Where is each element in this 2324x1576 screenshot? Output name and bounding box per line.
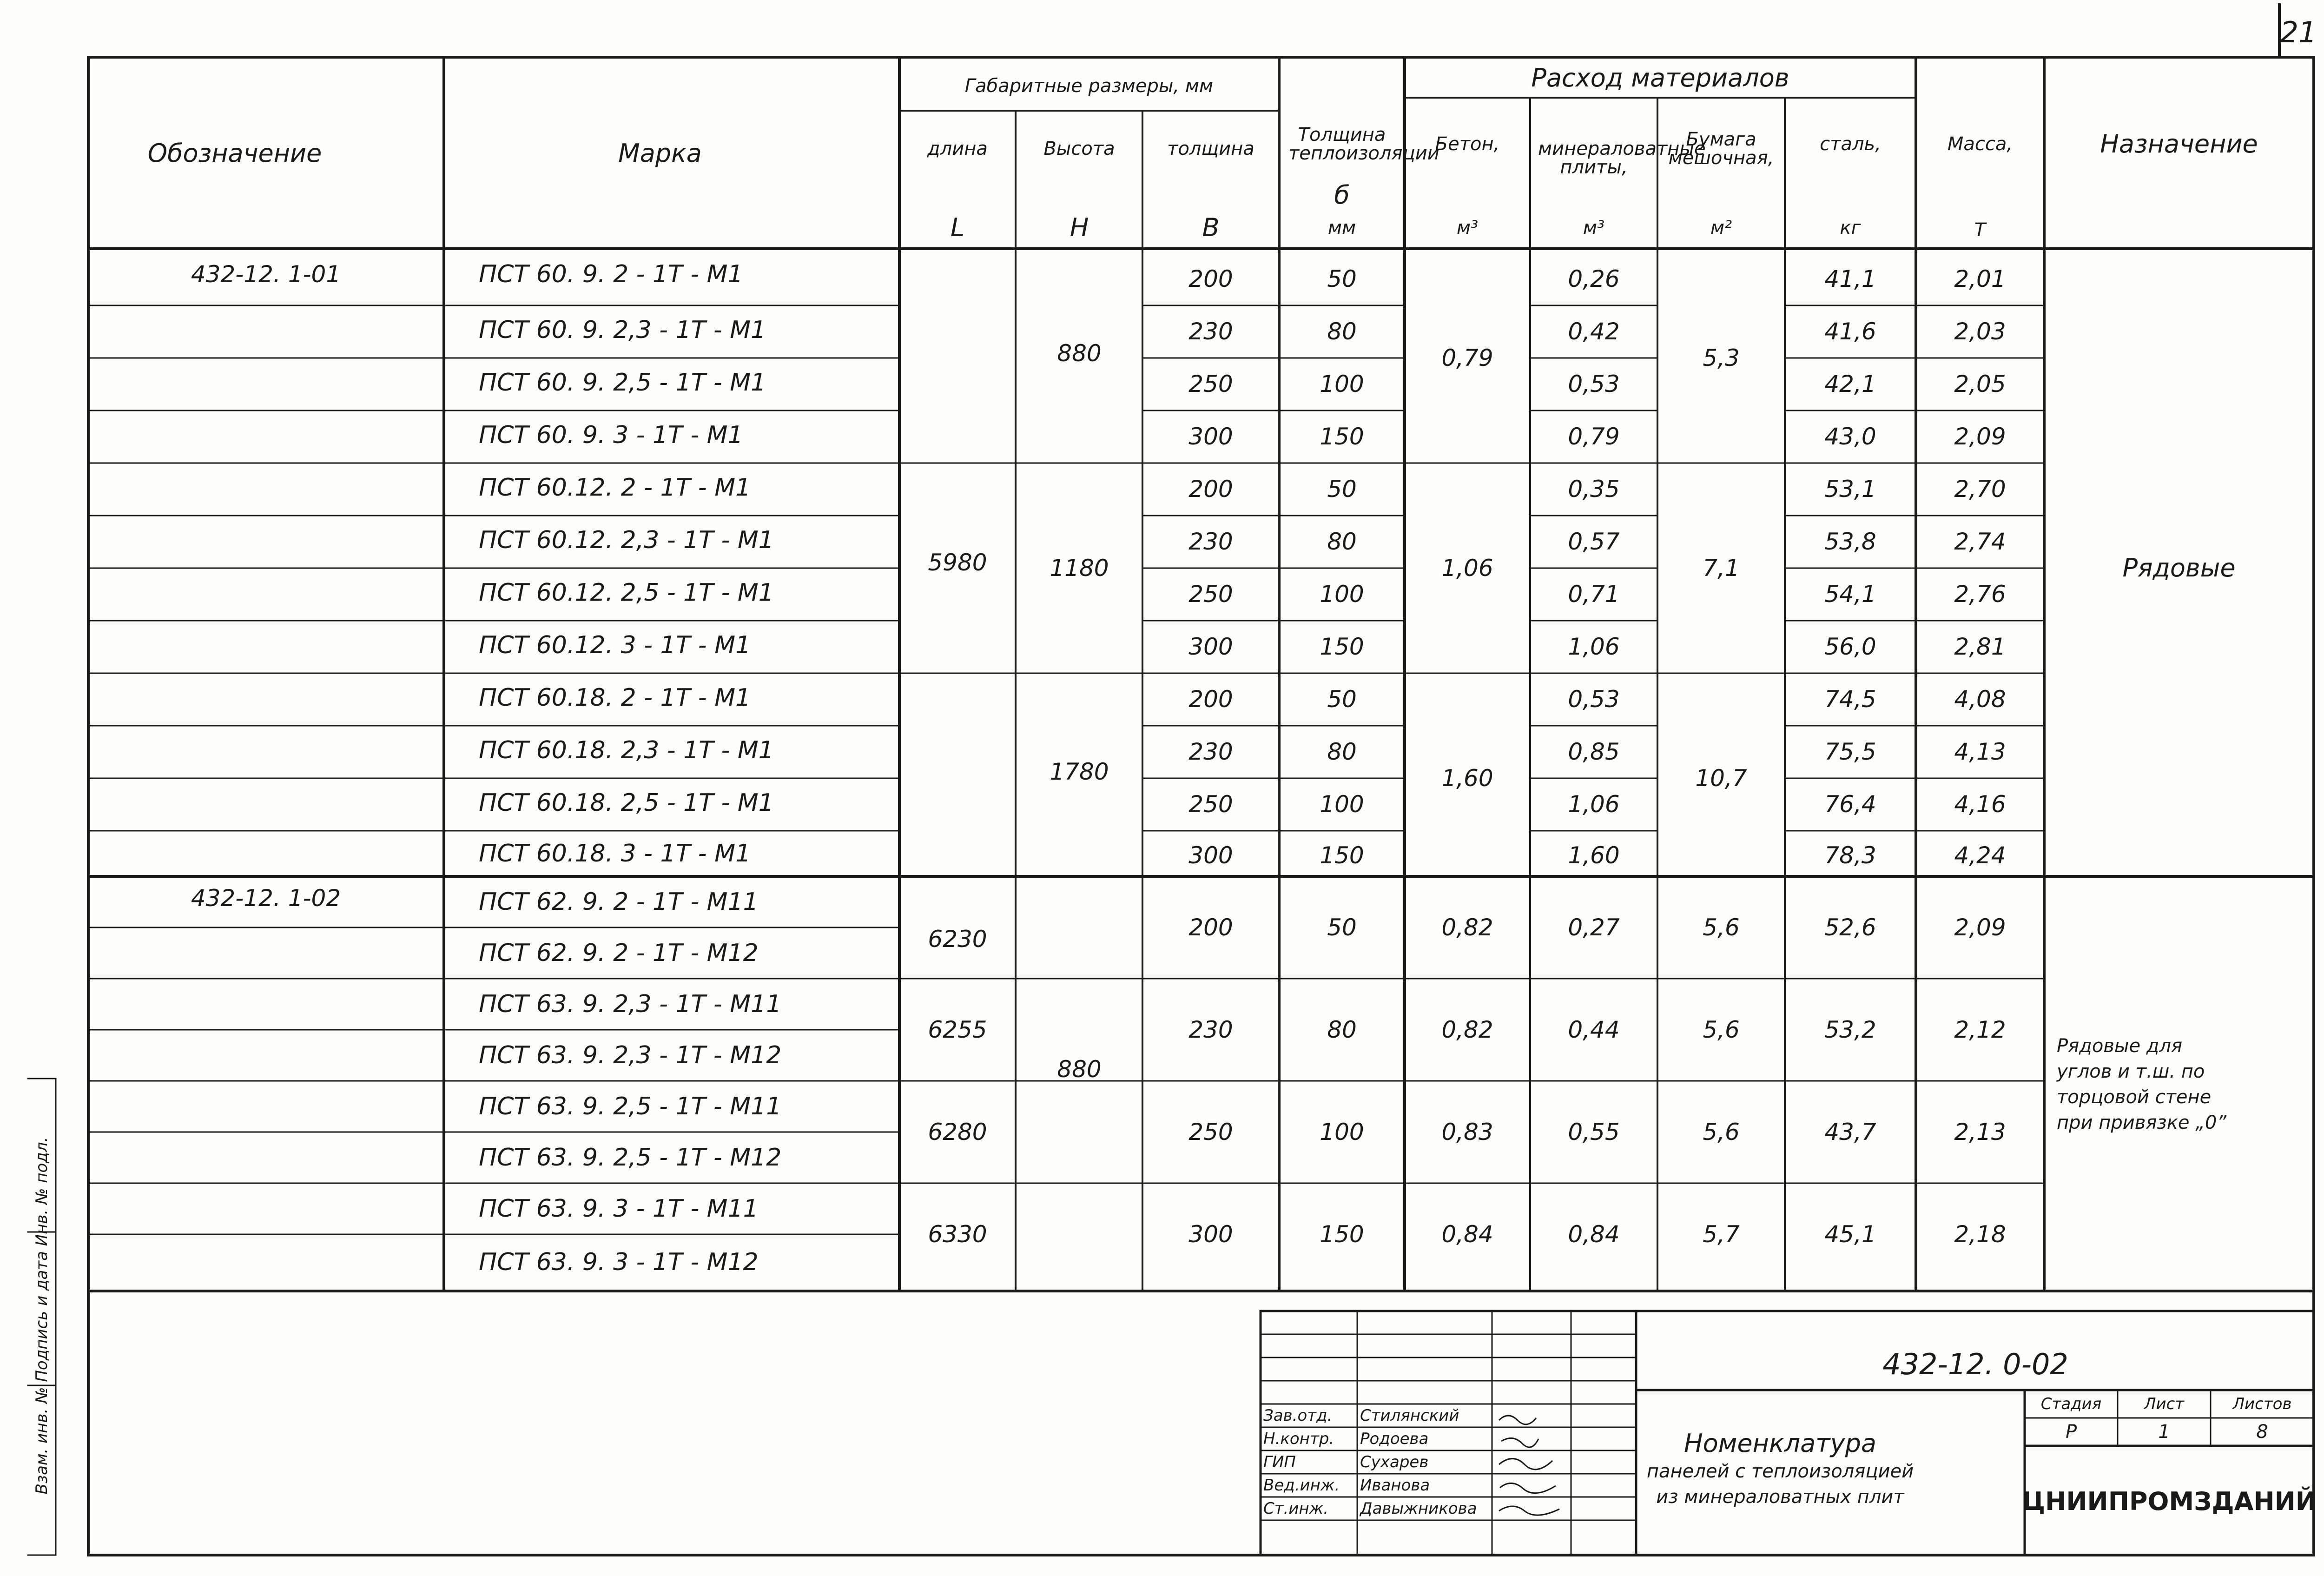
table-row-6-mark: ПСТ 60.12. 2,3 - 1Т - М1 bbox=[479, 526, 774, 554]
table-row-1-mark: ПСТ 60. 9. 2 - 1Т - М1 bbox=[479, 260, 743, 288]
header-thickness-symbol: B bbox=[1202, 213, 1220, 242]
header-mineral: минераловатные плиты, bbox=[1538, 138, 1706, 178]
group2-row-4-mass: 2,18 bbox=[1954, 1221, 2006, 1248]
table-row-2-insulation: 80 bbox=[1327, 318, 1357, 345]
drawing-title-line-3: из минераловатных плит bbox=[1656, 1486, 1904, 1508]
table-row-5-mark: ПСТ 60.12. 2 - 1Т - М1 bbox=[479, 474, 751, 502]
table-row-1-thickness: 200 bbox=[1188, 265, 1233, 292]
table-row-10-mineral: 0,85 bbox=[1568, 738, 1620, 765]
sheet-value: 1 bbox=[2158, 1421, 2170, 1443]
group2-row-3-steel: 43,7 bbox=[1824, 1119, 1876, 1146]
group2-purpose-line-2: углов и т.ш. по bbox=[2057, 1061, 2205, 1082]
table-row-1-steel: 41,1 bbox=[1824, 265, 1876, 292]
group2-row-2-steel: 53,2 bbox=[1824, 1016, 1876, 1043]
header-thickness: толщина bbox=[1167, 138, 1254, 159]
table-row-8-mass: 2,81 bbox=[1954, 633, 2006, 660]
table-row-1-insulation: 50 bbox=[1327, 265, 1357, 292]
group2-row-4-mineral: 0,84 bbox=[1568, 1221, 1620, 1248]
header-purpose: Назначение bbox=[2100, 129, 2258, 159]
organization-name: ЦНИИПРОМЗДАНИЙ bbox=[2022, 1487, 2317, 1516]
staff-name-5: Давыжникова bbox=[1360, 1499, 1477, 1518]
table-row-15-mark: ПСТ 63. 9. 2,3 - 1Т - М11 bbox=[479, 990, 782, 1018]
table-row-9-mass: 4,08 bbox=[1954, 686, 2006, 713]
table-row-12-steel: 78,3 bbox=[1824, 842, 1876, 869]
table-row-7-mineral: 0,71 bbox=[1568, 581, 1620, 608]
header-height: Высота bbox=[1043, 138, 1115, 159]
header-paper-unit: м² bbox=[1710, 217, 1732, 238]
group2-purpose-line-4: при привязке „0” bbox=[2057, 1112, 2227, 1133]
table-row-4-mark: ПСТ 60. 9. 3 - 1Т - М1 bbox=[479, 421, 743, 449]
group1-height-c: 1780 bbox=[1050, 758, 1109, 785]
table-row-10-mark: ПСТ 60.18. 2,3 - 1Т - М1 bbox=[479, 736, 774, 764]
drawing-title-line-2: панелей с теплоизоляцией bbox=[1646, 1461, 1914, 1482]
group2-height: 880 bbox=[1057, 1056, 1102, 1083]
table-row-9-mark: ПСТ 60.18. 2 - 1Т - М1 bbox=[479, 684, 751, 712]
group1-paper-c: 10,7 bbox=[1695, 765, 1747, 792]
header-steel-unit: кг bbox=[1840, 217, 1861, 238]
group2-row-1-length: 6230 bbox=[928, 926, 987, 953]
table-row-11-mass: 4,16 bbox=[1954, 791, 2006, 818]
table-row-4-mass: 2,09 bbox=[1954, 423, 2006, 450]
table-row-7-mass: 2,76 bbox=[1954, 581, 2006, 608]
group2-row-1-mineral: 0,27 bbox=[1568, 914, 1620, 941]
group2-row-4-steel: 45,1 bbox=[1824, 1221, 1876, 1248]
staff-name-3: Сухарев bbox=[1360, 1453, 1429, 1471]
header-mass-unit: Т bbox=[1974, 219, 1986, 241]
table-row-11-mineral: 1,06 bbox=[1568, 791, 1620, 818]
table-row-19-mark: ПСТ 63. 9. 3 - 1Т - М11 bbox=[479, 1195, 759, 1223]
table-row-3-thickness: 250 bbox=[1188, 371, 1233, 397]
group1-concrete-b: 1,06 bbox=[1441, 555, 1493, 582]
table-row-4-mineral: 0,79 bbox=[1568, 423, 1620, 450]
table-row-11-insulation: 100 bbox=[1320, 791, 1364, 818]
group1-height-a: 880 bbox=[1057, 340, 1102, 367]
group1-paper-a: 5,3 bbox=[1703, 344, 1740, 371]
table-row-5-insulation: 50 bbox=[1327, 476, 1357, 503]
table-row-18-mark: ПСТ 63. 9. 2,5 - 1Т - М12 bbox=[479, 1144, 782, 1172]
group2-row-1-steel: 52,6 bbox=[1824, 914, 1876, 941]
sheets-label: Листов bbox=[2232, 1395, 2292, 1413]
table-row-2-mark: ПСТ 60. 9. 2,3 - 1Т - М1 bbox=[479, 316, 766, 344]
header-length: длина bbox=[927, 138, 988, 159]
table-row-6-mass: 2,74 bbox=[1954, 528, 2006, 555]
table-row-7-mark: ПСТ 60.12. 2,5 - 1Т - М1 bbox=[479, 579, 774, 607]
table-row-8-insulation: 150 bbox=[1320, 633, 1364, 660]
table-row-11-steel: 76,4 bbox=[1824, 791, 1876, 818]
table-row-10-insulation: 80 bbox=[1327, 738, 1357, 765]
staff-name-2: Родоева bbox=[1360, 1430, 1429, 1448]
table-row-2-mineral: 0,42 bbox=[1568, 318, 1620, 345]
table-row-3-steel: 42,1 bbox=[1824, 371, 1876, 397]
group2-row-4-thickness: 300 bbox=[1188, 1221, 1233, 1248]
table-row-9-thickness: 200 bbox=[1188, 686, 1233, 713]
header-consumption: Расход материалов bbox=[1531, 63, 1789, 93]
group2-row-4-insulation: 150 bbox=[1320, 1221, 1364, 1248]
group2-row-2-concrete: 0,82 bbox=[1441, 1016, 1493, 1043]
sheets-value: 8 bbox=[2256, 1421, 2268, 1443]
header-designation: Обозначение bbox=[147, 139, 322, 168]
staff-name-1: Стилянский bbox=[1360, 1406, 1459, 1425]
header-mass: Масса, bbox=[1947, 133, 2013, 155]
group2-row-2-length: 6255 bbox=[928, 1016, 987, 1043]
header-length-symbol: L bbox=[950, 213, 965, 242]
group2-row-3-concrete: 0,83 bbox=[1441, 1119, 1493, 1146]
header-concrete: Бетон, bbox=[1435, 133, 1500, 155]
table-row-7-steel: 54,1 bbox=[1824, 581, 1876, 608]
table-row-7-thickness: 250 bbox=[1188, 581, 1233, 608]
table-row-9-mineral: 0,53 bbox=[1568, 686, 1620, 713]
group2-row-1-concrete: 0,82 bbox=[1441, 914, 1493, 941]
group2-row-2-insulation: 80 bbox=[1327, 1016, 1357, 1043]
table-row-12-mark: ПСТ 60.18. 3 - 1Т - М1 bbox=[479, 840, 751, 867]
table-row-2-steel: 41,6 bbox=[1824, 318, 1876, 345]
group2-purpose-line-1: Рядовые для bbox=[2057, 1035, 2183, 1057]
group2-row-2-mass: 2,12 bbox=[1954, 1016, 2006, 1043]
table-row-10-thickness: 230 bbox=[1188, 738, 1233, 765]
table-row-1-mineral: 0,26 bbox=[1568, 265, 1620, 292]
table-row-4-thickness: 300 bbox=[1188, 423, 1233, 450]
header-height-symbol: H bbox=[1070, 213, 1089, 242]
header-paper: Бумага мешочная, bbox=[1668, 129, 1774, 169]
group2-row-3-mass: 2,13 bbox=[1954, 1119, 2006, 1146]
group1-concrete-c: 1,60 bbox=[1441, 765, 1493, 792]
staff-role-2: Н.контр. bbox=[1263, 1430, 1334, 1448]
group2-row-1-paper: 5,6 bbox=[1703, 914, 1740, 941]
group1-concrete-a: 0,79 bbox=[1441, 344, 1493, 371]
table-row-9-steel: 74,5 bbox=[1824, 686, 1876, 713]
table-row-4-insulation: 150 bbox=[1320, 423, 1364, 450]
staff-name-4: Иванова bbox=[1360, 1476, 1430, 1495]
group2-row-3-mineral: 0,55 bbox=[1568, 1119, 1620, 1146]
group2-code: 432-12. 1-02 bbox=[191, 885, 341, 912]
table-row-11-mark: ПСТ 60.18. 2,5 - 1Т - М1 bbox=[479, 789, 774, 817]
table-row-3-mass: 2,05 bbox=[1954, 371, 2006, 397]
group2-row-3-length: 6280 bbox=[928, 1119, 987, 1146]
group1-purpose: Рядовые bbox=[2122, 553, 2236, 583]
header-insulation-unit: мм bbox=[1327, 217, 1356, 238]
table-row-2-thickness: 230 bbox=[1188, 318, 1233, 345]
table-row-8-steel: 56,0 bbox=[1824, 633, 1876, 660]
table-row-5-mineral: 0,35 bbox=[1568, 476, 1620, 503]
staff-role-5: Ст.инж. bbox=[1263, 1499, 1329, 1518]
table-row-12-mineral: 1,60 bbox=[1568, 842, 1620, 869]
group2-row-3-insulation: 100 bbox=[1320, 1119, 1364, 1146]
table-row-11-thickness: 250 bbox=[1188, 791, 1233, 818]
group2-row-1-mass: 2,09 bbox=[1954, 914, 2006, 941]
group2-row-3-paper: 5,6 bbox=[1703, 1119, 1740, 1146]
table-row-4-steel: 43,0 bbox=[1824, 423, 1876, 450]
table-row-20-mark: ПСТ 63. 9. 3 - 1Т - М12 bbox=[479, 1248, 759, 1276]
table-row-6-steel: 53,8 bbox=[1824, 528, 1876, 555]
header-mineral-unit: м³ bbox=[1583, 217, 1605, 238]
table-row-1-mass: 2,01 bbox=[1954, 265, 2006, 292]
table-row-10-steel: 75,5 bbox=[1824, 738, 1876, 765]
drawing-title-line-1: Номенклатура bbox=[1684, 1429, 1876, 1458]
header-insulation: Толщина теплоизоляции bbox=[1288, 124, 1439, 164]
table-row-17-mark: ПСТ 63. 9. 2,5 - 1Т - М11 bbox=[479, 1093, 782, 1120]
table-row-3-insulation: 100 bbox=[1320, 371, 1364, 397]
table-row-16-mark: ПСТ 63. 9. 2,3 - 1Т - М12 bbox=[479, 1041, 782, 1069]
side-stamp: Взам. инв. № Подпись и дата Инв. № подл. bbox=[33, 1137, 51, 1495]
group2-row-2-thickness: 230 bbox=[1188, 1016, 1233, 1043]
stage-label: Стадия bbox=[2040, 1395, 2102, 1413]
table-row-10-mass: 4,13 bbox=[1954, 738, 2006, 765]
group2-row-1-insulation: 50 bbox=[1327, 914, 1357, 941]
group1-code: 432-12. 1-01 bbox=[191, 261, 341, 288]
table-row-9-insulation: 50 bbox=[1327, 686, 1357, 713]
document-code: 432-12. 0-02 bbox=[1882, 1347, 2068, 1381]
table-row-7-insulation: 100 bbox=[1320, 581, 1364, 608]
table-row-6-mineral: 0,57 bbox=[1568, 528, 1620, 555]
group2-row-3-thickness: 250 bbox=[1188, 1119, 1233, 1146]
group1-paper-b: 7,1 bbox=[1703, 555, 1740, 582]
group2-row-2-mineral: 0,44 bbox=[1568, 1016, 1620, 1043]
group2-row-4-length: 6330 bbox=[928, 1221, 987, 1248]
table-row-5-mass: 2,70 bbox=[1954, 476, 2006, 503]
header-dimensions: Габаритные размеры, мм bbox=[964, 75, 1214, 97]
table-row-6-insulation: 80 bbox=[1327, 528, 1357, 555]
table-row-3-mineral: 0,53 bbox=[1568, 371, 1620, 397]
staff-role-3: ГИП bbox=[1263, 1453, 1296, 1471]
group2-row-2-paper: 5,6 bbox=[1703, 1016, 1740, 1043]
staff-role-1: Зав.отд. bbox=[1263, 1406, 1333, 1425]
table-row-12-thickness: 300 bbox=[1188, 842, 1233, 869]
header-mark: Марка bbox=[618, 139, 702, 168]
header-steel: сталь, bbox=[1820, 133, 1881, 155]
staff-role-4: Вед.инж. bbox=[1263, 1476, 1340, 1495]
stage-value: Р bbox=[2065, 1421, 2077, 1443]
table-row-14-mark: ПСТ 62. 9. 2 - 1Т - М12 bbox=[479, 939, 759, 967]
table-row-12-mass: 4,24 bbox=[1954, 842, 2006, 869]
table-row-8-mineral: 1,06 bbox=[1568, 633, 1620, 660]
header-insulation-symbol: б bbox=[1334, 180, 1350, 210]
table-row-2-mass: 2,03 bbox=[1954, 318, 2006, 345]
group1-height-b: 1180 bbox=[1050, 555, 1109, 582]
header-concrete-unit: м³ bbox=[1456, 217, 1479, 238]
page-number: 21 bbox=[2280, 15, 2317, 49]
table-row-6-thickness: 230 bbox=[1188, 528, 1233, 555]
table-row-5-thickness: 200 bbox=[1188, 476, 1233, 503]
group2-row-1-thickness: 200 bbox=[1188, 914, 1233, 941]
group1-length: 5980 bbox=[928, 549, 987, 576]
table-row-12-insulation: 150 bbox=[1320, 842, 1364, 869]
table-row-8-thickness: 300 bbox=[1188, 633, 1233, 660]
table-row-3-mark: ПСТ 60. 9. 2,5 - 1Т - М1 bbox=[479, 369, 766, 397]
group2-row-4-concrete: 0,84 bbox=[1441, 1221, 1493, 1248]
table-row-5-steel: 53,1 bbox=[1824, 476, 1876, 503]
table-row-8-mark: ПСТ 60.12. 3 - 1Т - М1 bbox=[479, 631, 751, 659]
group2-purpose-line-3: торцовой стене bbox=[2057, 1086, 2212, 1108]
table-row-13-mark: ПСТ 62. 9. 2 - 1Т - М11 bbox=[479, 888, 759, 916]
sheet-label: Лист bbox=[2144, 1395, 2185, 1413]
group2-row-4-paper: 5,7 bbox=[1703, 1221, 1740, 1248]
signature-marks bbox=[1494, 1406, 1571, 1523]
